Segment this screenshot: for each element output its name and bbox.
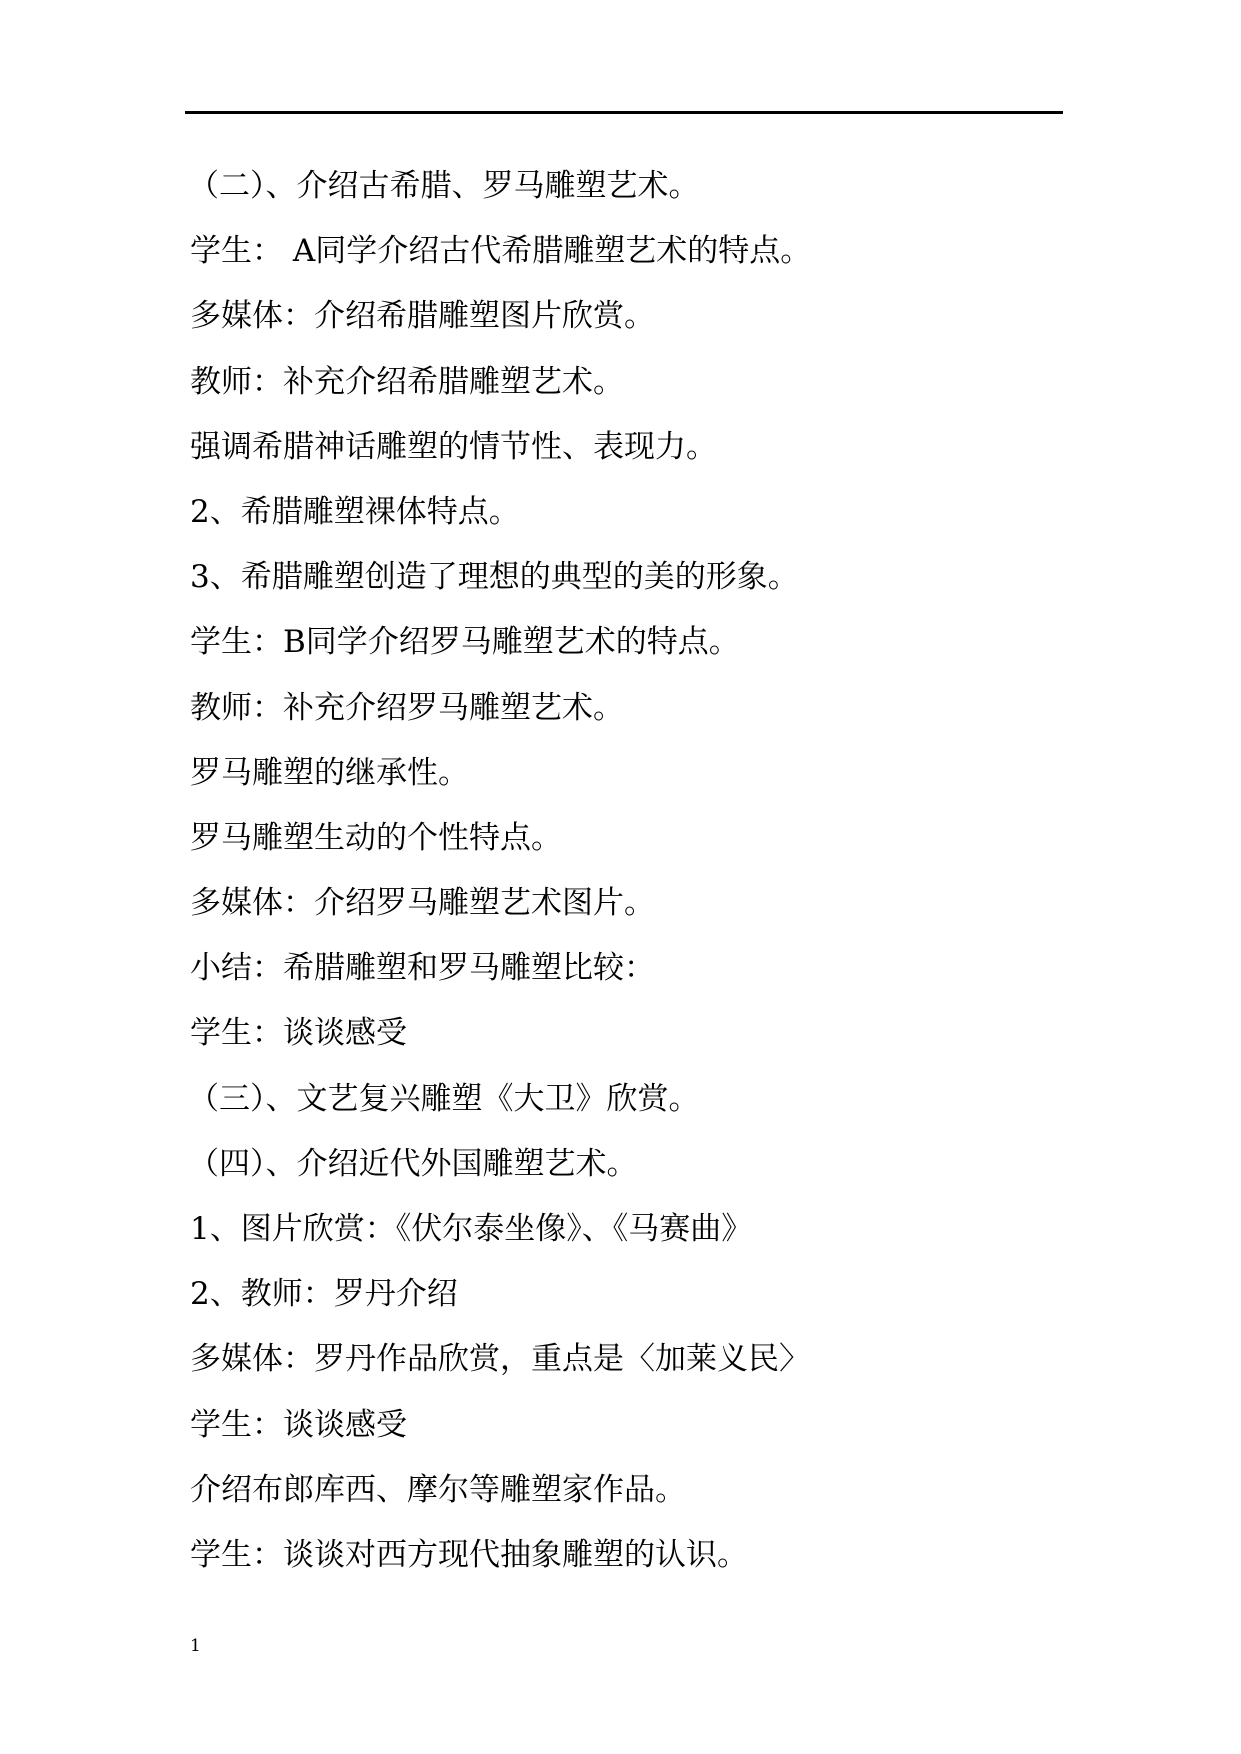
text-line: 2、希腊雕塑裸体特点。	[190, 493, 520, 530]
text-line: 教师：补充介绍罗马雕塑艺术。	[190, 689, 624, 726]
text-line: 罗马雕塑的继承性。	[190, 754, 469, 791]
text-line: 多媒体：罗丹作品欣赏，重点是〈加莱义民〉	[190, 1341, 810, 1378]
text-line: 学生： A同学介绍古代希腊雕塑艺术的特点。	[190, 233, 812, 270]
text-line: （四）、介绍近代外国雕塑艺术。	[188, 1145, 638, 1182]
text-line: 小结：希腊雕塑和罗马雕塑比较：	[190, 950, 655, 987]
page-number: 1	[190, 1636, 201, 1656]
document-body	[190, 156, 1070, 1590]
text-line: 强调希腊神话雕塑的情节性、表现力。	[190, 428, 717, 465]
text-line: 多媒体：介绍希腊雕塑图片欣赏。	[190, 298, 655, 335]
text-line: 多媒体：介绍罗马雕塑艺术图片。	[190, 885, 655, 922]
text-line: 罗马雕塑生动的个性特点。	[190, 819, 562, 856]
text-line: 3、希腊雕塑创造了理想的典型的美的形象。	[190, 559, 799, 596]
text-line: 1、图片欣赏：《伏尔泰坐像》、《马赛曲》	[190, 1211, 753, 1247]
text-line: 学生：B同学介绍罗马雕塑艺术的特点。	[190, 624, 740, 661]
text-line: 学生：谈谈感受	[190, 1406, 407, 1443]
text-line: 学生：谈谈对西方现代抽象雕塑的认识。	[190, 1536, 748, 1573]
text-line: 学生：谈谈感受	[190, 1015, 407, 1052]
text-line: 介绍布郎库西、摩尔等雕塑家作品。	[190, 1471, 686, 1508]
text-line: 2、教师：罗丹介绍	[190, 1276, 458, 1313]
text-line: （二）、介绍古希腊、罗马雕塑艺术。	[188, 168, 700, 204]
text-line: 教师：补充介绍希腊雕塑艺术。	[190, 363, 624, 400]
header-rule	[185, 111, 1063, 114]
text-line: （三）、文艺复兴雕塑《大卫》欣赏。	[188, 1080, 700, 1117]
